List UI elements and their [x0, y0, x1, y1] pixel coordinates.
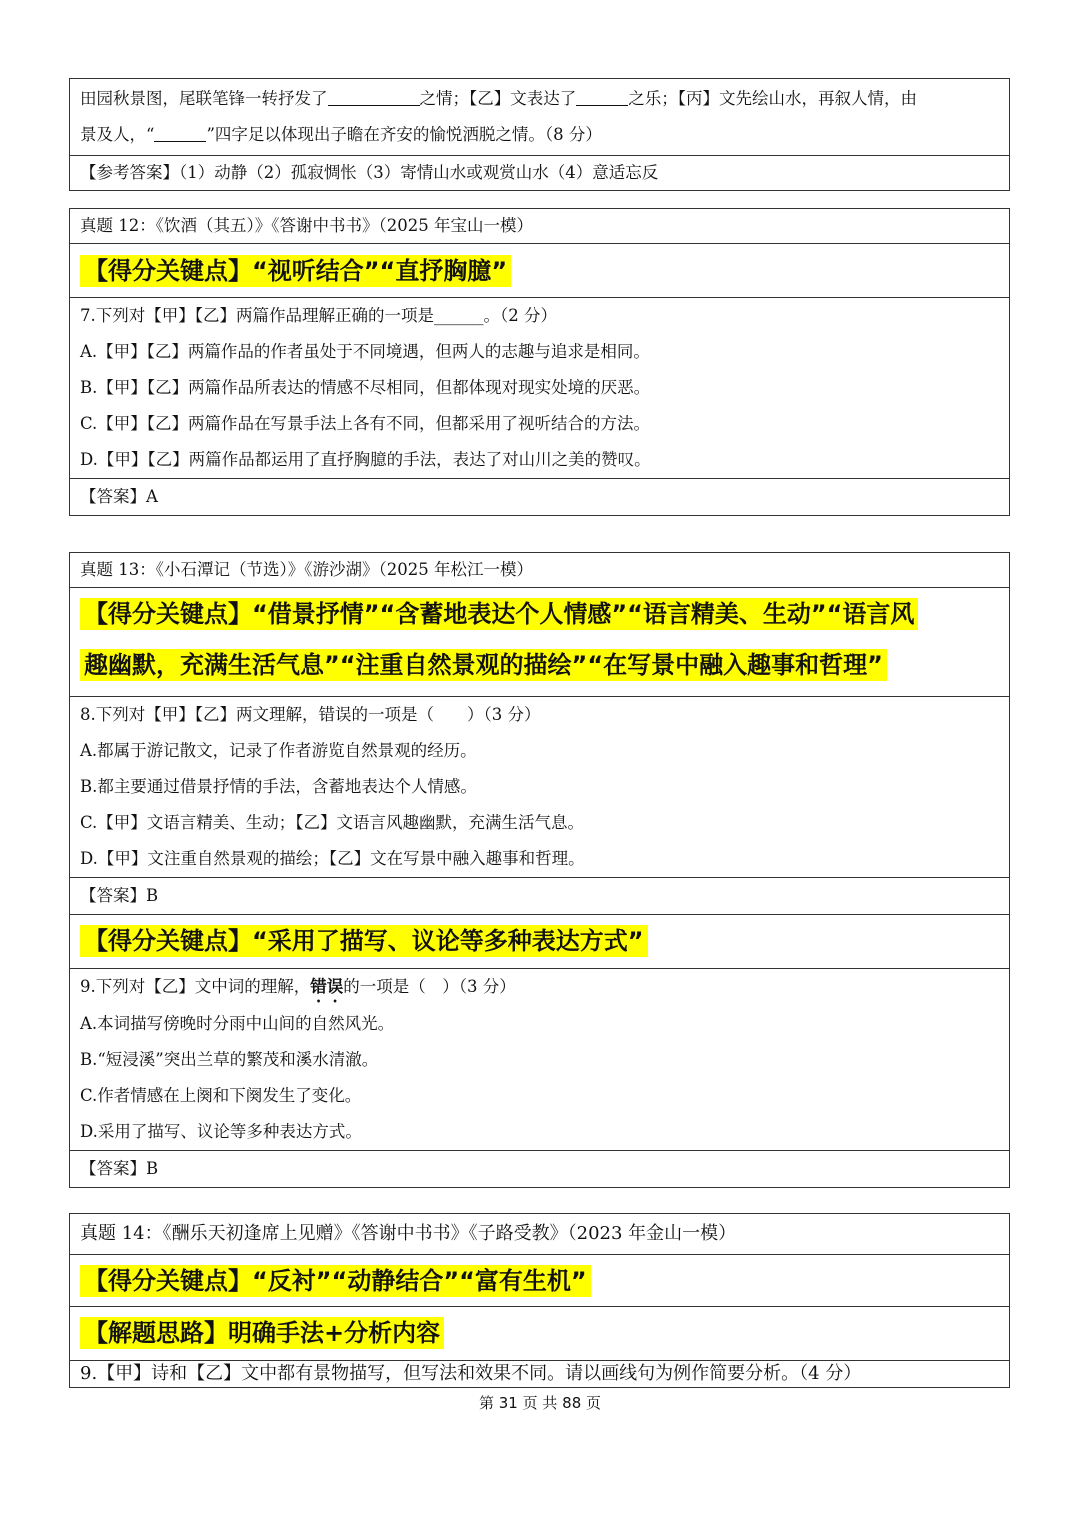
emphasized-word: 错误 [310, 977, 344, 996]
question-title: 真题 14：《酬乐天初逢席上见赠》《答谢中书书》《子路受教》（2023 年金山一模） [80, 1223, 737, 1244]
answer-blank [576, 87, 628, 106]
footer-text: 第 [478, 1394, 494, 1412]
text-segment: 之乐；【丙】文先绘山水，再叙人情，由 [628, 89, 917, 108]
option-a: A.【甲】【乙】两篇作品的作者虽处于不同境遇，但两人的志趣与追求是相同。 [80, 342, 650, 361]
question-9-body [70, 968, 1009, 1150]
approach-highlight: 【解题思路】明确手法+分析内容 [80, 1317, 444, 1349]
option-a: A.本词描写傍晚时分雨中山间的自然风光。 [80, 1014, 395, 1033]
scoring-key-line [80, 641, 999, 692]
question-body [70, 297, 1009, 478]
scoring-key-row [70, 243, 1009, 297]
option-c: C.【甲】文语言精美、生动；【乙】文语言风趣幽默，充满生活气息。 [80, 813, 585, 832]
text-segment: 之情；【乙】文表达了 [419, 89, 577, 108]
scoring-key-highlight: 【得分关键点】“反衬”“动静结合”“富有生机” [80, 1265, 591, 1297]
option-d: D.【甲】文注重自然景观的描绘；【乙】文在写景中融入趣事和哲理。 [80, 849, 585, 868]
question-title: 真题 12：《饮酒（其五）》《答谢中书书》（2025 年宝山一模） [80, 216, 533, 235]
question-13-block [69, 552, 1010, 1188]
answer: 【答案】B [70, 877, 1009, 914]
option-d: D.【甲】【乙】两篇作品都运用了直抒胸臆的手法，表达了对山川之美的赞叹。 [80, 450, 651, 469]
scoring-key-highlight: 【得分关键点】“采用了描写、议论等多种表达方式” [80, 925, 648, 957]
answer-blank [154, 123, 206, 142]
question-stem [80, 969, 999, 1006]
scoring-key-row [70, 1254, 1009, 1306]
scoring-key-highlight: 趣幽默，充满生活气息”“注重自然景观的描绘”“在写景中融入趣事和哲理” [80, 649, 887, 681]
answer: 【答案】B [70, 1150, 1009, 1187]
scoring-key-row [70, 587, 1009, 696]
page-number: 31 [498, 1394, 518, 1412]
question-stem: 8.下列对【甲】【乙】两文理解，错误的一项是（ ）（3 分） [80, 705, 541, 724]
text-segment: ”四字足以体现出子瞻在齐安的愉悦洒脱之情。（8 分） [206, 125, 602, 144]
reference-answer: 【参考答案】（1）动静（2）孤寂惆怅（3）寄情山水或观赏山水（4）意适忘反 [70, 155, 1009, 190]
total-pages: 88 [562, 1394, 582, 1412]
question-stem: 9.【甲】诗和【乙】文中都有景物描写，但写法和效果不同。请以画线句为例作简要分析。（4 分） [70, 1360, 1009, 1387]
question-block-continued [69, 78, 1010, 191]
option-b: B.都主要通过借景抒情的手法，含蓄地表达个人情感。 [80, 777, 477, 796]
option-b: B.“短浸溪”突出兰草的繁茂和溪水清澈。 [80, 1050, 379, 1069]
answer-blank [328, 87, 420, 106]
scoring-key-highlight: 【得分关键点】“借景抒情”“含蓄地表达个人情感”“语言精美、生动”“语言风 [80, 598, 918, 630]
scoring-key-highlight: 【得分关键点】“视听结合”“直抒胸臆” [80, 255, 511, 287]
approach-row [70, 1306, 1009, 1360]
text-segment: 田园秋景图，尾联笔锋一转抒发了 [80, 89, 328, 108]
option-d: D.采用了描写、议论等多种表达方式。 [80, 1122, 362, 1141]
footer-text: 页 共 [522, 1394, 558, 1412]
answer: 【答案】A [70, 478, 1009, 515]
page-footer [0, 1392, 1080, 1413]
text-segment: 9.下列对【乙】文中词的理解， [80, 977, 311, 996]
option-a: A.都属于游记散文，记录了作者游览自然景观的经历。 [80, 741, 477, 760]
question-stem: 7.下列对【甲】【乙】两篇作品理解正确的一项是______。（2 分） [80, 306, 557, 325]
option-c: C.【甲】【乙】两篇作品在写景手法上各有不同，但都采用了视听结合的方法。 [80, 414, 651, 433]
scoring-key-row [70, 914, 1009, 968]
footer-text: 页 [586, 1394, 602, 1412]
question-text [70, 79, 1009, 155]
scoring-key-line [80, 590, 999, 641]
question-14-block [69, 1213, 1010, 1388]
option-b: B.【甲】【乙】两篇作品所表达的情感不尽相同，但都体现对现实处境的厌恶。 [80, 378, 651, 397]
question-12-block [69, 208, 1010, 516]
text-segment: 景及人，“ [80, 125, 155, 144]
option-c: C.作者情感在上阕和下阕发生了变化。 [80, 1086, 362, 1105]
question-title: 真题 13：《小石潭记（节选）》《游沙湖》（2025 年松江一模） [80, 560, 533, 579]
question-8-body [70, 696, 1009, 877]
text-segment: 的一项是（ ）（3 分） [343, 977, 516, 996]
